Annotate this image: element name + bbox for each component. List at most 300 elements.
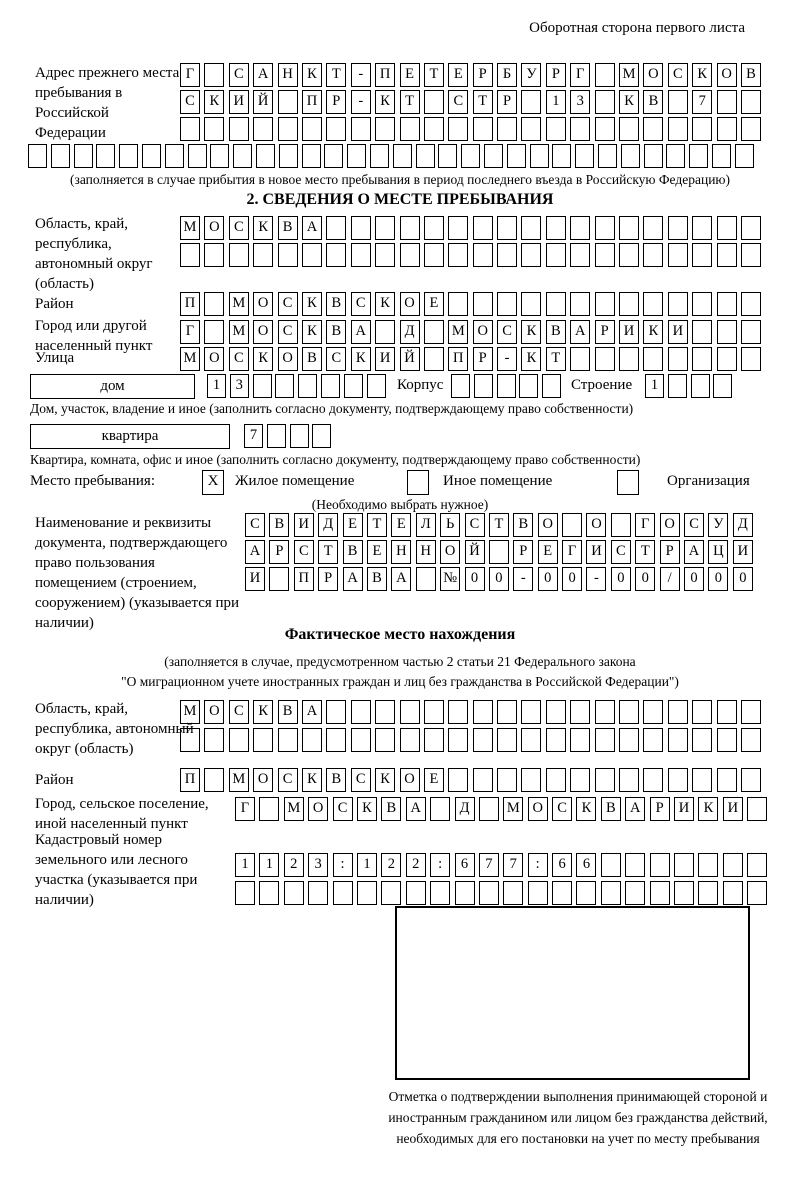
char-cell[interactable]	[601, 853, 621, 877]
char-cell[interactable]	[448, 216, 468, 240]
char-cell[interactable]: К	[253, 216, 273, 240]
char-cell[interactable]: У	[521, 63, 541, 87]
char-cell[interactable]	[546, 728, 566, 752]
char-cell[interactable]	[619, 700, 639, 724]
char-cell[interactable]: Е	[343, 513, 363, 537]
char-cell[interactable]	[741, 117, 761, 141]
char-cell[interactable]	[473, 700, 493, 724]
char-cell[interactable]	[712, 144, 731, 168]
checkbox-residential[interactable]	[202, 470, 224, 494]
char-cell[interactable]	[668, 117, 688, 141]
char-cell[interactable]	[256, 144, 275, 168]
char-cell[interactable]: М	[229, 768, 249, 792]
char-cell[interactable]	[473, 728, 493, 752]
char-cell[interactable]	[233, 144, 252, 168]
char-cell[interactable]: 2	[381, 853, 401, 877]
checkbox-other-premises[interactable]	[407, 470, 429, 494]
char-cell[interactable]	[180, 117, 200, 141]
char-cell[interactable]: В	[278, 216, 298, 240]
char-cell[interactable]	[595, 216, 615, 240]
char-cell[interactable]: В	[546, 320, 566, 344]
char-cell[interactable]	[400, 216, 420, 240]
char-cell[interactable]: Т	[473, 90, 493, 114]
char-cell[interactable]	[351, 216, 371, 240]
char-cell[interactable]: Т	[489, 513, 509, 537]
char-cell[interactable]: К	[692, 63, 712, 87]
char-cell[interactable]: Е	[391, 513, 411, 537]
char-cell[interactable]	[668, 347, 688, 371]
char-cell[interactable]	[180, 243, 200, 267]
char-cell[interactable]: 0	[489, 567, 509, 591]
char-cell[interactable]	[562, 513, 582, 537]
char-cell[interactable]: К	[253, 700, 273, 724]
char-cell[interactable]	[279, 144, 298, 168]
char-cell[interactable]: Р	[318, 567, 338, 591]
char-cell[interactable]	[278, 243, 298, 267]
char-cell[interactable]	[424, 243, 444, 267]
char-cell[interactable]: К	[357, 797, 377, 821]
char-cell[interactable]: Д	[318, 513, 338, 537]
char-cell[interactable]	[267, 424, 286, 448]
char-cell[interactable]	[503, 881, 523, 905]
char-cell[interactable]	[723, 853, 743, 877]
char-cell[interactable]	[326, 117, 346, 141]
char-cell[interactable]: 6	[552, 853, 572, 877]
char-cell[interactable]	[188, 144, 207, 168]
char-cell[interactable]: С	[278, 292, 298, 316]
char-cell[interactable]	[448, 243, 468, 267]
char-cell[interactable]	[424, 728, 444, 752]
char-cell[interactable]: :	[430, 853, 450, 877]
char-cell[interactable]: А	[684, 540, 704, 564]
char-cell[interactable]	[546, 768, 566, 792]
char-cell[interactable]: X	[202, 470, 224, 495]
char-cell[interactable]	[74, 144, 93, 168]
char-cell[interactable]	[204, 117, 224, 141]
char-cell[interactable]: Т	[326, 63, 346, 87]
char-cell[interactable]: 0	[465, 567, 485, 591]
char-cell[interactable]: Г	[635, 513, 655, 537]
char-cell[interactable]: А	[302, 216, 322, 240]
char-cell[interactable]	[497, 216, 517, 240]
char-cell[interactable]: С	[448, 90, 468, 114]
char-cell[interactable]	[142, 144, 161, 168]
char-cell[interactable]: К	[521, 347, 541, 371]
char-cell[interactable]	[617, 470, 639, 495]
char-cell[interactable]: :	[333, 853, 353, 877]
char-cell[interactable]: 0	[708, 567, 728, 591]
char-cell[interactable]: 3	[308, 853, 328, 877]
char-cell[interactable]	[521, 216, 541, 240]
char-cell[interactable]	[689, 144, 708, 168]
char-cell[interactable]: Е	[448, 63, 468, 87]
char-cell[interactable]: Р	[269, 540, 289, 564]
char-cell[interactable]	[448, 292, 468, 316]
char-cell[interactable]: С	[465, 513, 485, 537]
checkbox-organization[interactable]	[617, 470, 639, 494]
char-cell[interactable]	[204, 243, 224, 267]
char-cell[interactable]	[269, 567, 289, 591]
char-cell[interactable]: В	[326, 292, 346, 316]
char-cell[interactable]	[278, 90, 298, 114]
char-cell[interactable]: П	[180, 292, 200, 316]
char-cell[interactable]	[619, 216, 639, 240]
char-cell[interactable]	[546, 216, 566, 240]
char-cell[interactable]	[165, 144, 184, 168]
char-cell[interactable]	[507, 144, 526, 168]
char-cell[interactable]	[347, 144, 366, 168]
char-cell[interactable]: О	[586, 513, 606, 537]
char-cell[interactable]: Л	[416, 513, 436, 537]
char-cell[interactable]	[692, 216, 712, 240]
char-cell[interactable]	[424, 700, 444, 724]
char-cell[interactable]	[643, 117, 663, 141]
char-cell[interactable]: 7	[503, 853, 523, 877]
char-cell[interactable]: 0	[611, 567, 631, 591]
char-cell[interactable]: 3	[230, 374, 249, 398]
char-cell[interactable]	[741, 347, 761, 371]
char-cell[interactable]	[619, 117, 639, 141]
char-cell[interactable]	[575, 144, 594, 168]
char-cell[interactable]: Г	[570, 63, 590, 87]
char-cell[interactable]	[619, 243, 639, 267]
char-cell[interactable]: К	[619, 90, 639, 114]
char-cell[interactable]: 2	[284, 853, 304, 877]
char-cell[interactable]: П	[375, 63, 395, 87]
char-cell[interactable]: 0	[733, 567, 753, 591]
char-cell[interactable]: К	[204, 90, 224, 114]
char-cell[interactable]	[119, 144, 138, 168]
char-cell[interactable]	[668, 374, 687, 398]
char-cell[interactable]	[229, 728, 249, 752]
char-cell[interactable]: М	[503, 797, 523, 821]
char-cell[interactable]	[643, 243, 663, 267]
char-cell[interactable]: К	[375, 90, 395, 114]
char-cell[interactable]	[400, 700, 420, 724]
char-cell[interactable]	[668, 90, 688, 114]
char-cell[interactable]: Т	[318, 540, 338, 564]
char-cell[interactable]	[326, 216, 346, 240]
char-cell[interactable]: Р	[497, 90, 517, 114]
char-cell[interactable]: Е	[424, 292, 444, 316]
char-cell[interactable]: И	[245, 567, 265, 591]
char-cell[interactable]: -	[351, 63, 371, 87]
char-cell[interactable]: О	[643, 63, 663, 87]
char-cell[interactable]	[473, 117, 493, 141]
char-cell[interactable]	[668, 292, 688, 316]
char-cell[interactable]	[253, 117, 273, 141]
char-cell[interactable]	[643, 292, 663, 316]
char-cell[interactable]: -	[586, 567, 606, 591]
char-cell[interactable]: Е	[424, 768, 444, 792]
char-cell[interactable]	[375, 117, 395, 141]
char-cell[interactable]	[474, 374, 493, 398]
char-cell[interactable]	[595, 292, 615, 316]
char-cell[interactable]: В	[741, 63, 761, 87]
char-cell[interactable]	[530, 144, 549, 168]
char-cell[interactable]	[717, 700, 737, 724]
char-cell[interactable]	[601, 881, 621, 905]
char-cell[interactable]	[650, 881, 670, 905]
char-cell[interactable]	[595, 90, 615, 114]
char-cell[interactable]	[521, 768, 541, 792]
char-cell[interactable]: К	[302, 768, 322, 792]
char-cell[interactable]	[546, 292, 566, 316]
char-cell[interactable]: 0	[635, 567, 655, 591]
char-cell[interactable]: А	[625, 797, 645, 821]
char-cell[interactable]	[717, 292, 737, 316]
char-cell[interactable]: И	[723, 797, 743, 821]
char-cell[interactable]	[698, 881, 718, 905]
char-cell[interactable]: В	[381, 797, 401, 821]
char-cell[interactable]	[619, 292, 639, 316]
char-cell[interactable]: О	[204, 347, 224, 371]
char-cell[interactable]	[497, 117, 517, 141]
char-cell[interactable]	[625, 881, 645, 905]
char-cell[interactable]	[741, 216, 761, 240]
char-cell[interactable]	[298, 374, 317, 398]
char-cell[interactable]: 1	[207, 374, 226, 398]
char-cell[interactable]: С	[229, 347, 249, 371]
char-cell[interactable]: 6	[455, 853, 475, 877]
char-cell[interactable]	[357, 881, 377, 905]
char-cell[interactable]	[473, 216, 493, 240]
char-cell[interactable]	[302, 117, 322, 141]
char-cell[interactable]: О	[253, 292, 273, 316]
char-cell[interactable]	[333, 881, 353, 905]
char-cell[interactable]: В	[643, 90, 663, 114]
char-cell[interactable]	[692, 347, 712, 371]
char-cell[interactable]	[650, 853, 670, 877]
char-cell[interactable]	[290, 424, 309, 448]
char-cell[interactable]: М	[180, 216, 200, 240]
char-cell[interactable]	[570, 216, 590, 240]
char-cell[interactable]	[448, 117, 468, 141]
char-cell[interactable]	[595, 728, 615, 752]
char-cell[interactable]: Р	[326, 90, 346, 114]
char-cell[interactable]	[546, 243, 566, 267]
char-cell[interactable]: Т	[424, 63, 444, 87]
char-cell[interactable]	[235, 881, 255, 905]
char-cell[interactable]	[619, 768, 639, 792]
char-cell[interactable]	[717, 90, 737, 114]
char-cell[interactable]: В	[367, 567, 387, 591]
char-cell[interactable]: Е	[400, 63, 420, 87]
char-cell[interactable]: -	[513, 567, 533, 591]
char-cell[interactable]: Р	[660, 540, 680, 564]
char-cell[interactable]	[406, 881, 426, 905]
char-cell[interactable]	[259, 881, 279, 905]
char-cell[interactable]	[278, 117, 298, 141]
char-cell[interactable]	[741, 320, 761, 344]
char-cell[interactable]: 2	[406, 853, 426, 877]
char-cell[interactable]: №	[440, 567, 460, 591]
char-cell[interactable]	[674, 853, 694, 877]
char-cell[interactable]	[497, 728, 517, 752]
char-cell[interactable]	[497, 243, 517, 267]
char-cell[interactable]	[416, 144, 435, 168]
char-cell[interactable]: О	[204, 216, 224, 240]
char-cell[interactable]: С	[245, 513, 265, 537]
char-cell[interactable]	[621, 144, 640, 168]
char-cell[interactable]	[570, 768, 590, 792]
char-cell[interactable]: И	[733, 540, 753, 564]
char-cell[interactable]: О	[528, 797, 548, 821]
char-cell[interactable]: П	[180, 768, 200, 792]
char-cell[interactable]: Д	[733, 513, 753, 537]
char-cell[interactable]: С	[351, 292, 371, 316]
char-cell[interactable]	[643, 728, 663, 752]
char-cell[interactable]	[51, 144, 70, 168]
char-cell[interactable]	[484, 144, 503, 168]
char-cell[interactable]: О	[400, 292, 420, 316]
char-cell[interactable]	[253, 374, 272, 398]
char-cell[interactable]: Р	[595, 320, 615, 344]
char-cell[interactable]	[692, 768, 712, 792]
char-cell[interactable]: Р	[513, 540, 533, 564]
char-cell[interactable]	[668, 243, 688, 267]
char-cell[interactable]	[448, 768, 468, 792]
char-cell[interactable]	[284, 881, 304, 905]
char-cell[interactable]	[375, 243, 395, 267]
char-cell[interactable]: М	[229, 320, 249, 344]
char-cell[interactable]: О	[278, 347, 298, 371]
char-cell[interactable]	[717, 347, 737, 371]
char-cell[interactable]	[668, 700, 688, 724]
char-cell[interactable]: О	[473, 320, 493, 344]
char-cell[interactable]	[370, 144, 389, 168]
char-cell[interactable]	[351, 243, 371, 267]
char-cell[interactable]: 7	[692, 90, 712, 114]
char-cell[interactable]	[321, 374, 340, 398]
char-cell[interactable]	[741, 90, 761, 114]
char-cell[interactable]	[643, 347, 663, 371]
char-cell[interactable]	[473, 292, 493, 316]
char-cell[interactable]	[302, 728, 322, 752]
char-cell[interactable]: М	[229, 292, 249, 316]
char-cell[interactable]	[497, 700, 517, 724]
char-cell[interactable]: Н	[416, 540, 436, 564]
char-cell[interactable]	[521, 90, 541, 114]
char-cell[interactable]	[717, 117, 737, 141]
char-cell[interactable]	[570, 292, 590, 316]
char-cell[interactable]: У	[708, 513, 728, 537]
char-cell[interactable]: С	[333, 797, 353, 821]
char-cell[interactable]: К	[576, 797, 596, 821]
char-cell[interactable]	[204, 63, 224, 87]
char-cell[interactable]	[570, 700, 590, 724]
char-cell[interactable]	[542, 374, 561, 398]
char-cell[interactable]: И	[586, 540, 606, 564]
char-cell[interactable]	[747, 853, 767, 877]
char-cell[interactable]	[576, 881, 596, 905]
char-cell[interactable]: Т	[546, 347, 566, 371]
char-cell[interactable]	[180, 728, 200, 752]
char-cell[interactable]: О	[400, 768, 420, 792]
char-cell[interactable]: К	[302, 320, 322, 344]
char-cell[interactable]: С	[611, 540, 631, 564]
char-cell[interactable]	[747, 881, 767, 905]
char-cell[interactable]: 0	[538, 567, 558, 591]
char-cell[interactable]	[416, 567, 436, 591]
char-cell[interactable]: Д	[455, 797, 475, 821]
char-cell[interactable]	[424, 117, 444, 141]
char-cell[interactable]	[497, 374, 516, 398]
char-cell[interactable]: 0	[684, 567, 704, 591]
char-cell[interactable]: К	[302, 63, 322, 87]
char-cell[interactable]: С	[351, 768, 371, 792]
char-cell[interactable]: А	[253, 63, 273, 87]
char-cell[interactable]	[570, 243, 590, 267]
char-cell[interactable]	[253, 243, 273, 267]
char-cell[interactable]: Р	[546, 63, 566, 87]
char-cell[interactable]	[668, 768, 688, 792]
char-cell[interactable]: О	[253, 320, 273, 344]
char-cell[interactable]: Н	[391, 540, 411, 564]
char-cell[interactable]: Е	[538, 540, 558, 564]
char-cell[interactable]	[528, 881, 548, 905]
char-cell[interactable]	[479, 797, 499, 821]
char-cell[interactable]	[400, 117, 420, 141]
char-cell[interactable]	[668, 216, 688, 240]
char-cell[interactable]	[204, 320, 224, 344]
char-cell[interactable]	[698, 853, 718, 877]
char-cell[interactable]	[497, 292, 517, 316]
char-cell[interactable]	[570, 117, 590, 141]
char-cell[interactable]	[741, 728, 761, 752]
char-cell[interactable]	[713, 374, 732, 398]
char-cell[interactable]	[424, 90, 444, 114]
char-cell[interactable]	[741, 700, 761, 724]
char-cell[interactable]	[595, 347, 615, 371]
char-cell[interactable]	[692, 292, 712, 316]
char-cell[interactable]	[375, 700, 395, 724]
char-cell[interactable]: К	[698, 797, 718, 821]
char-cell[interactable]	[308, 881, 328, 905]
char-cell[interactable]	[351, 117, 371, 141]
char-cell[interactable]	[448, 700, 468, 724]
char-cell[interactable]	[302, 243, 322, 267]
char-cell[interactable]	[595, 768, 615, 792]
char-cell[interactable]	[521, 292, 541, 316]
char-cell[interactable]: 0	[562, 567, 582, 591]
char-cell[interactable]	[521, 700, 541, 724]
char-cell[interactable]	[595, 63, 615, 87]
char-cell[interactable]: П	[302, 90, 322, 114]
char-cell[interactable]: Й	[253, 90, 273, 114]
char-cell[interactable]	[692, 700, 712, 724]
char-cell[interactable]	[473, 768, 493, 792]
char-cell[interactable]: А	[351, 320, 371, 344]
char-cell[interactable]: И	[375, 347, 395, 371]
char-cell[interactable]: И	[229, 90, 249, 114]
char-cell[interactable]	[595, 117, 615, 141]
char-cell[interactable]: О	[660, 513, 680, 537]
char-cell[interactable]: -	[497, 347, 517, 371]
char-cell[interactable]	[461, 144, 480, 168]
char-cell[interactable]	[643, 216, 663, 240]
char-cell[interactable]: С	[180, 90, 200, 114]
char-cell[interactable]	[430, 881, 450, 905]
char-cell[interactable]: К	[521, 320, 541, 344]
char-cell[interactable]	[204, 292, 224, 316]
char-cell[interactable]	[448, 728, 468, 752]
char-cell[interactable]	[643, 700, 663, 724]
char-cell[interactable]	[400, 243, 420, 267]
char-cell[interactable]: А	[343, 567, 363, 591]
char-cell[interactable]: 1	[235, 853, 255, 877]
char-cell[interactable]	[489, 540, 509, 564]
